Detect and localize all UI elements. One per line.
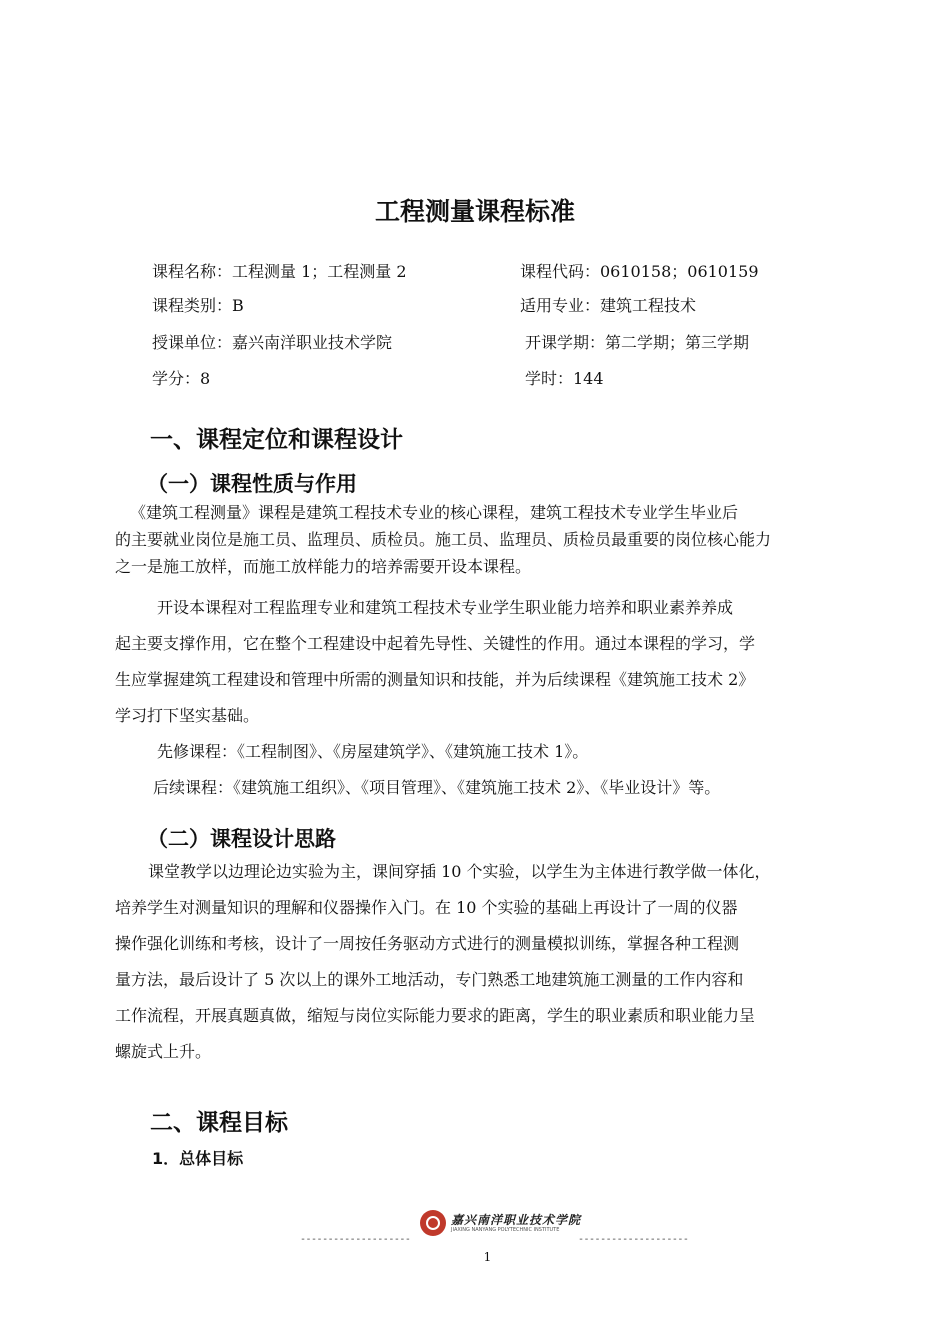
- text-line: 培养学生对测量知识的理解和仪器操作入门。在 10 个实验的基础上再设计了一周的仪器: [115, 898, 738, 917]
- course-name: 课程名称：工程测量 1；工程测量 2: [152, 262, 407, 281]
- footer-divider-left: --------------------: [300, 1234, 411, 1245]
- overall-goal-heading: 1．总体目标: [152, 1149, 244, 1168]
- text-line: 之一是施工放样，而施工放样能力的培养需要开设本课程。: [115, 557, 532, 576]
- credits: 学分：8: [152, 369, 211, 388]
- page-number: 1: [483, 1250, 492, 1264]
- follow-up-courses: 后续课程：《建筑施工组织》、《项目管理》、《建筑施工技术 2》、《毕业设计》等。: [153, 778, 721, 797]
- text-line: 操作强化训练和考核，设计了一周按任务驱动方式进行的测量模拟训练，掌握各种工程测: [115, 934, 740, 953]
- text-line: 起主要支撑作用，它在整个工程建设中起着先导性、关键性的作用。通过本课程的学习，学: [115, 634, 756, 653]
- text-line: 螺旋式上升。: [115, 1042, 212, 1061]
- subsection-2-heading: （二）课程设计思路: [147, 827, 336, 851]
- text-line: 课堂教学以边理论边实验为主，课间穿插 10 个实验，以学生为主体进行教学做一体化，: [148, 862, 771, 881]
- text-line: 量方法，最后设计了 5 次以上的课外工地活动，专门熟悉工地建筑施工测量的工作内容和: [115, 970, 744, 989]
- teaching-unit: 授课单位：嘉兴南洋职业技术学院: [152, 333, 393, 352]
- text-line: 工作流程，开展真题真做，缩短与岗位实际能力要求的距离，学生的职业素质和职业能力呈: [115, 1006, 756, 1025]
- course-category: 课程类别：B: [152, 296, 244, 315]
- semester: 开课学期：第二学期；第三学期: [525, 333, 750, 352]
- course-code: 课程代码：0610158；0610159: [520, 262, 759, 281]
- subsection-1-heading: （一）课程性质与作用: [147, 472, 357, 496]
- text-line: 《建筑工程测量》课程是建筑工程技术专业的核心课程，建筑工程技术专业学生毕业后: [130, 503, 739, 522]
- document-title: 工程测量课程标准: [374, 197, 575, 226]
- prerequisite-courses: 先修课程：《工程制图》、《房屋建筑学》、《建筑施工技术 1》。: [157, 742, 589, 761]
- logo-english-name: JIAXING NANYANG POLYTECHNIC INSTITUTE: [451, 1226, 560, 1233]
- footer-divider-right: --------------------: [578, 1234, 689, 1245]
- section-1-heading: 一、课程定位和课程设计: [150, 427, 403, 453]
- text-line: 开设本课程对工程监理专业和建筑工程技术专业学生职业能力培养和职业素养养成: [157, 598, 734, 617]
- paragraph-course-nature: [115, 499, 771, 580]
- text-line: 的主要就业岗位是施工员、监理员、质检员。施工员、监理员、质检员最重要的岗位核心能力: [115, 530, 772, 549]
- logo-chinese-name: 嘉兴南洋职业技术学院: [451, 1212, 582, 1227]
- college-logo: [420, 1210, 581, 1236]
- text-line: 学习打下坚实基础。: [115, 706, 260, 725]
- paragraph-course-role: [115, 590, 755, 806]
- text-line: 生应掌握建筑工程建设和管理中所需的测量知识和技能，并为后续课程《建筑施工技术 2》: [115, 670, 755, 689]
- class-hours: 学时：144: [525, 369, 604, 388]
- section-2-heading: 二、课程目标: [150, 1110, 288, 1136]
- applicable-major: 适用专业：建筑工程技术: [520, 296, 697, 315]
- college-emblem-icon: [420, 1210, 446, 1236]
- paragraph-design-idea: [115, 854, 771, 1070]
